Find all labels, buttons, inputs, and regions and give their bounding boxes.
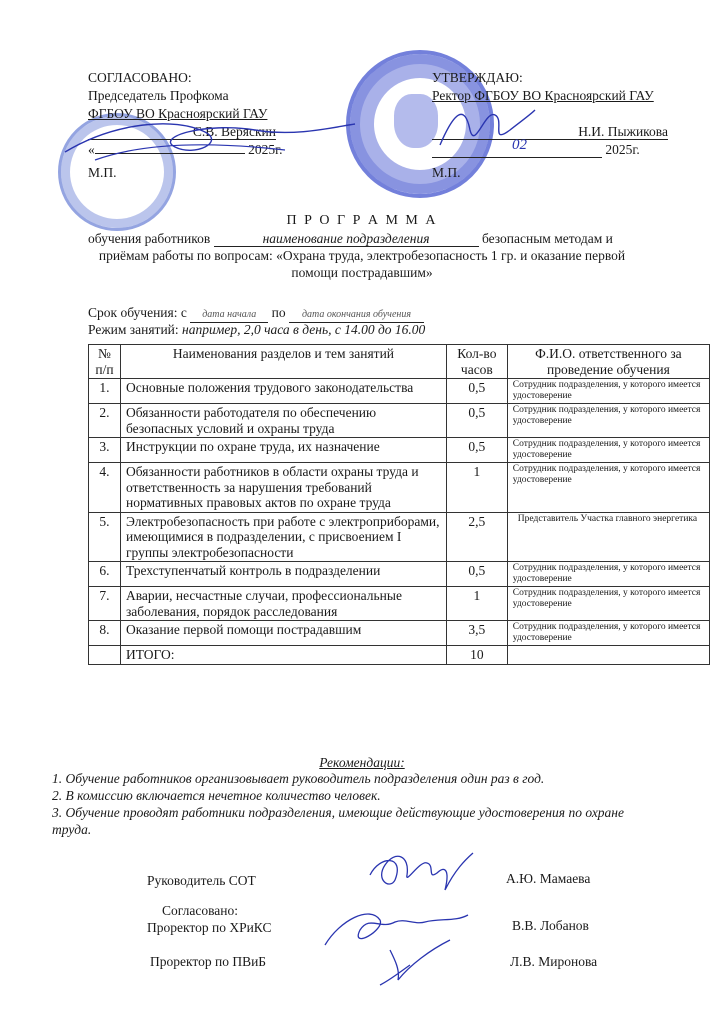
- table-total-row: ИТОГО: 10: [89, 646, 710, 665]
- program-line-2: приёмам работы по вопросам: «Охрана труда, электробезопасность 1 гр. и оказание первой: [98, 248, 626, 263]
- head-sot-title: Руководитель СОТ: [147, 873, 256, 888]
- table-row: 7. Аварии, несчастные случаи, профессиональные заболевания, порядок расследования 1 Сотрудник подразделения, у которого имеется удостоверение: [89, 587, 710, 621]
- approval-left-heading: СОГЛАСОВАНО:: [88, 70, 192, 85]
- header-num: № п/п: [89, 345, 121, 379]
- approval-left-position: Председатель Профкома: [88, 88, 229, 103]
- unit-name-placeholder: наименование подразделения: [214, 231, 479, 247]
- approval-right-heading: УТВЕРЖДАЮ:: [432, 70, 523, 85]
- recommendation-item: 3. Обучение проводят работники подразделения, имеющие действующие удостоверения по охране: [52, 805, 624, 820]
- end-date-placeholder: дата окончания обучения: [289, 307, 424, 323]
- table-row: 3. Инструкции по охране труда, их назначение 0,5 Сотрудник подразделения, у которого имеется удостоверение: [89, 438, 710, 463]
- program-line-3: помощи пострадавшим»: [291, 265, 433, 280]
- program-title: П Р О Г Р А М М А: [286, 213, 438, 228]
- header-responsible: Ф.И.О. ответственного за проведение обучения: [507, 345, 709, 379]
- head-sot-name: А.Ю. Мамаева: [506, 871, 591, 886]
- approval-left-seal-label: М.П.: [88, 165, 117, 180]
- approval-left-signatory: С.В. Веряскин: [88, 124, 276, 140]
- head-sot-signature-icon: [365, 845, 475, 895]
- training-term: Срок обучения: с дата начала по дата окончания обучения: [88, 305, 424, 323]
- approval-right-signatory: Н.И. Пыжикова: [432, 124, 668, 140]
- vice-rector-2-name: Л.В. Миронова: [510, 954, 598, 969]
- table-row: 4. Обязанности работников в области охраны труда и ответственность за нарушения требований нормативных правовых актов по охране труда 1 Сотрудник подразделения, у которого имеется удостоверение: [89, 463, 710, 513]
- table-row: 5. Электробезопасность при работе с электроприборами, имеющимися в подразделении, с присвоением I группы электробезопасности 2,5 Представитель Участка главного энергетика: [89, 512, 710, 562]
- header-hours: Кол-во часов: [446, 345, 507, 379]
- agreed-label: Согласовано:: [162, 903, 238, 918]
- vice-rector-2-title: Проректор по ПВиБ: [150, 954, 267, 969]
- approval-left-organization: ФГБОУ ВО Красноярский ГАУ: [88, 106, 268, 121]
- approval-right-seal-label: М.П.: [432, 165, 461, 180]
- program-table: [88, 344, 710, 665]
- recommendation-item: 2. В комиссию включается нечетное количество человек.: [52, 788, 381, 803]
- recommendation-item: 1. Обучение работников организовывает руководитель подразделения один раз в год.: [52, 771, 545, 786]
- recommendations-title: Рекомендации:: [319, 755, 405, 770]
- approval-left-date: « 2025г.: [88, 142, 283, 157]
- table-row: 6. Трехступенчатый контроль в подразделении 0,5 Сотрудник подразделения, у которого имеется удостоверение: [89, 562, 710, 587]
- approval-right-date: 02 2025г.: [432, 142, 640, 158]
- recommendation-item: труда.: [52, 822, 92, 837]
- vice-rector-1-title: Проректор по ХРиКС: [147, 920, 272, 935]
- table-row: 2. Обязанности работодателя по обеспечению безопасных условий и охраны труда 0,5 Сотрудник подразделения, у которого имеется удостоверение: [89, 404, 710, 438]
- table-header-row: [89, 345, 710, 379]
- approval-right-position: Ректор ФГБОУ ВО Красноярский ГАУ: [432, 88, 654, 103]
- vice-rector-1-name: В.В. Лобанов: [512, 918, 589, 933]
- vice-rector-signatures-icon: [320, 900, 470, 990]
- program-line-1: обучения работников наименование подразделения безопасным методам и: [88, 231, 613, 246]
- table-row: 1. Основные положения трудового законодательства 0,5 Сотрудник подразделения, у которого имеется удостоверение: [89, 379, 710, 404]
- start-date-placeholder: дата начала: [190, 307, 268, 323]
- table-row: 8. Оказание первой помощи пострадавшим 3,5 Сотрудник подразделения, у которого имеется удостоверение: [89, 621, 710, 646]
- class-mode: Режим занятий: например, 2,0 часа в день, с 14.00 до 16.00: [88, 322, 426, 337]
- header-topic: Наименования разделов и тем занятий: [120, 345, 446, 379]
- handwritten-month: 02: [512, 137, 527, 153]
